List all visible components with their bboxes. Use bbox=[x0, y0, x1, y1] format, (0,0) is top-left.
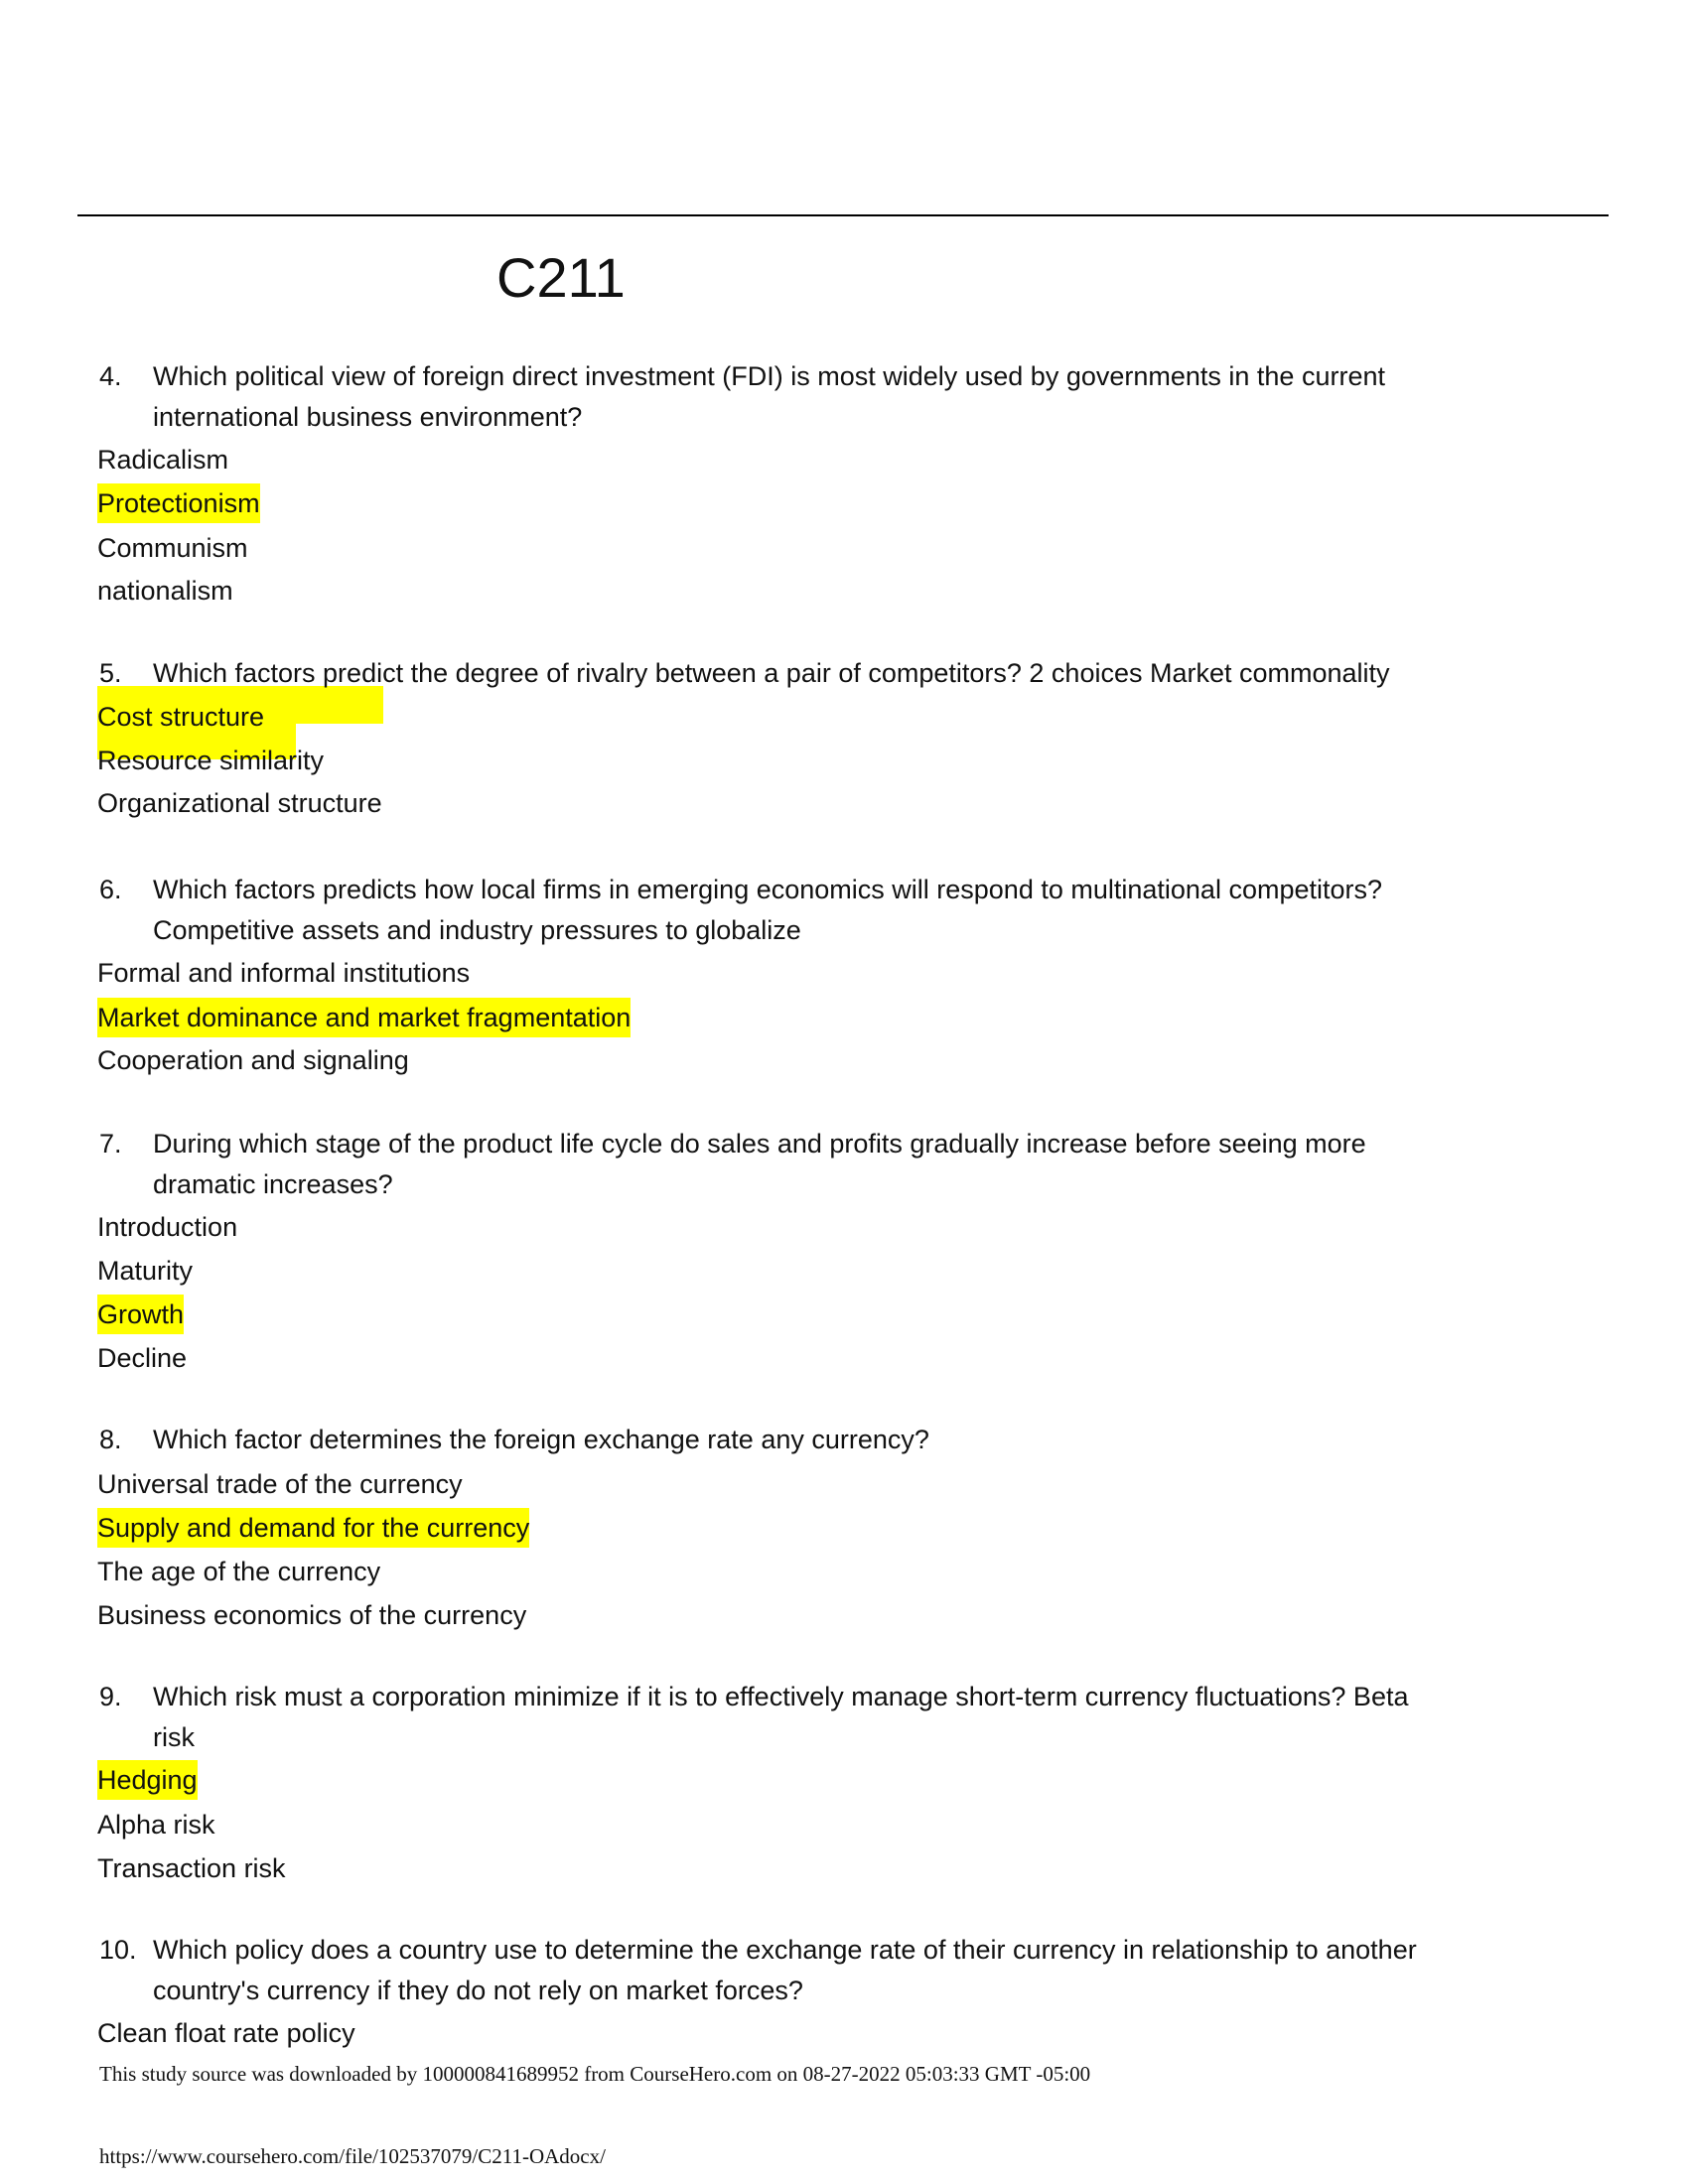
question-text: Which political view of foreign direct investment (FDI) is most widely used by governments in the current bbox=[153, 361, 1385, 392]
question-text: Which factors predicts how local firms in emerging economics will respond to multinational competitors? bbox=[153, 875, 1383, 904]
answer-option: Organizational structure bbox=[97, 788, 382, 819]
answer-option: Resource similarity bbox=[97, 745, 325, 775]
answer-option: The age of the currency bbox=[97, 1557, 381, 1587]
answer-option-highlighted: Hedging bbox=[97, 1760, 198, 1800]
question-text: Which risk must a corporation minimize if it is to effectively manage short-term currency fluctuations? Beta bbox=[153, 1682, 1409, 1712]
question-text: dramatic increases? bbox=[153, 1168, 393, 1199]
answer-option: Communism bbox=[97, 532, 248, 563]
answer-option: Introduction bbox=[97, 1212, 238, 1243]
question-text: Which factors predict the degree of rivalry between a pair of competitors? 2 choices Market commonality bbox=[153, 657, 1390, 688]
question-number: 7. bbox=[99, 1129, 122, 1160]
question-number: 5. bbox=[99, 657, 122, 688]
answer-option: Cooperation and signaling bbox=[97, 1045, 409, 1076]
header-rule bbox=[77, 214, 1609, 216]
source-notice: This study source was downloaded by 100000841689952 from CourseHero.com on 08-27-2022 05:03:33 GMT -05:00 bbox=[99, 2062, 1091, 2086]
answer-option-highlighted: Supply and demand for the currency bbox=[97, 1508, 529, 1548]
answer-option-highlighted: Protectionism bbox=[97, 483, 260, 523]
question-text: During which stage of the product life cycle do sales and profits gradually increase before seeing more bbox=[153, 1129, 1366, 1160]
question-text: Which policy does a country use to determine the exchange rate of their currency in relationship to another bbox=[153, 1935, 1417, 1966]
answer-option: nationalism bbox=[97, 576, 233, 606]
question-text: country's currency if they do not rely on market forces? bbox=[153, 1975, 803, 2005]
question-text: international business environment? bbox=[153, 402, 583, 432]
question-number: 8. bbox=[99, 1425, 122, 1455]
question-number: 10. bbox=[99, 1935, 137, 1966]
source-url[interactable]: https://www.coursehero.com/file/102537079/C211-OAdocx/ bbox=[99, 2144, 606, 2168]
question-number: 6. bbox=[99, 875, 122, 904]
question-number: 9. bbox=[99, 1682, 122, 1712]
question-text: risk bbox=[153, 1722, 195, 1752]
question-text: Competitive assets and industry pressures to globalize bbox=[153, 914, 801, 945]
answer-option: Universal trade of the currency bbox=[97, 1469, 463, 1500]
answer-option: Decline bbox=[97, 1342, 188, 1373]
answer-option: Transaction risk bbox=[97, 1852, 286, 1883]
answer-option: Formal and informal institutions bbox=[97, 958, 471, 988]
answer-option: Radicalism bbox=[97, 445, 229, 476]
question-number: 4. bbox=[99, 361, 122, 392]
answer-option-highlighted: Cost structure bbox=[97, 697, 264, 737]
answer-option: Alpha risk bbox=[97, 1810, 215, 1841]
answer-option: Maturity bbox=[97, 1255, 194, 1286]
document-title: C211 bbox=[496, 246, 626, 309]
answer-option: Clean float rate policy bbox=[97, 2018, 355, 2049]
answer-option-highlighted: Growth bbox=[97, 1295, 184, 1334]
answer-option-highlighted: Market dominance and market fragmentation bbox=[97, 998, 631, 1037]
answer-option: Business economics of the currency bbox=[97, 1599, 527, 1630]
question-text: Which factor determines the foreign exchange rate any currency? bbox=[153, 1425, 929, 1455]
